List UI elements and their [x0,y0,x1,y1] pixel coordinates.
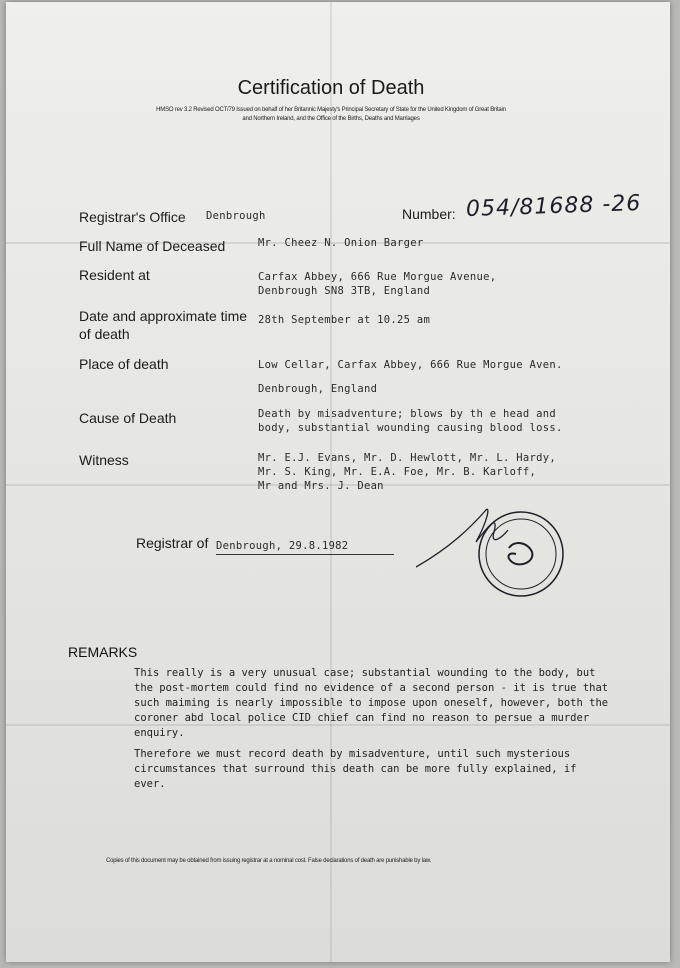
document-title: Certification of Death [237,77,425,99]
registrar-office-label: Registrar's Office [79,209,186,225]
full-name-value: Mr. Cheez N. Onion Barger [258,237,424,249]
remarks-body [134,666,614,798]
seal-inner-ring [486,519,556,589]
cause-of-death-value: Death by misadventure; blows by th e head and body, substantial wounding causing blood loss. [258,408,563,434]
document-subtitle: HMSO rev 3.2 Revised OCT/79 Issued on behalf of her Britannic Majesty's Principal Secretary of State for the United Kingdom of Great Britain and Northern Ireland, and the Office of the Births, Deaths and Marriages [156,107,506,122]
cause-of-death-label: Cause of Death [79,410,177,426]
date-time-value: 28th September at 10.25 am [258,314,431,326]
number-value: 054/81688 -26 [465,190,642,223]
witness-value: Mr. E.J. Evans, Mr. D. Hewlott, Mr. L. Hardy, Mr. S. King, Mr. E.A. Foe, Mr. B. Karloff, Mr and Mrs. J. Dean [258,452,556,492]
remarks-paragraph: Therefore we must record death by misadventure, until such mysterious circumstances that surround this death can be more fully explained, if ever. [134,748,577,790]
witness-label: Witness [79,452,129,468]
number-label: Number: [402,206,456,222]
remarks-paragraph: This really is a very unusual case; substantial wounding to the body, but the post-mortem could find no evidence of a second person - it is true that such maiming is nearly impossible to impose upon oneself, however, both the coroner abd local police CID chief can find no reason to persue a murder enquiry. [134,667,609,739]
resident-label: Resident at [79,267,150,283]
registrar-of-value: Denbrough, 29.8.1982 [216,540,349,552]
official-seal-and-signature [416,502,576,602]
full-name-label: Full Name of Deceased [79,238,226,254]
resident-value: Carfax Abbey, 666 Rue Morgue Avenue, Denbrough SN8 3TB, England [258,271,497,297]
seal-emblem [509,543,533,564]
certificate-paper [6,2,670,962]
registrar-of-label: Registrar of [136,535,209,551]
footer-note: Copies of this document may be obtained from issuing registrar at a nominal cost. False declarations of death are punishable by law. [106,858,432,864]
signature-line [216,554,394,555]
remarks-heading: REMARKS [68,644,138,660]
signature-scrawl [416,509,508,567]
place-of-death-value: Low Cellar, Carfax Abbey, 666 Rue Morgue Aven. Denbrough, England [258,359,563,395]
registrar-office-value: Denbrough [206,210,266,222]
date-time-label: Date and approximate time of death [79,308,248,342]
place-of-death-label: Place of death [79,356,169,372]
